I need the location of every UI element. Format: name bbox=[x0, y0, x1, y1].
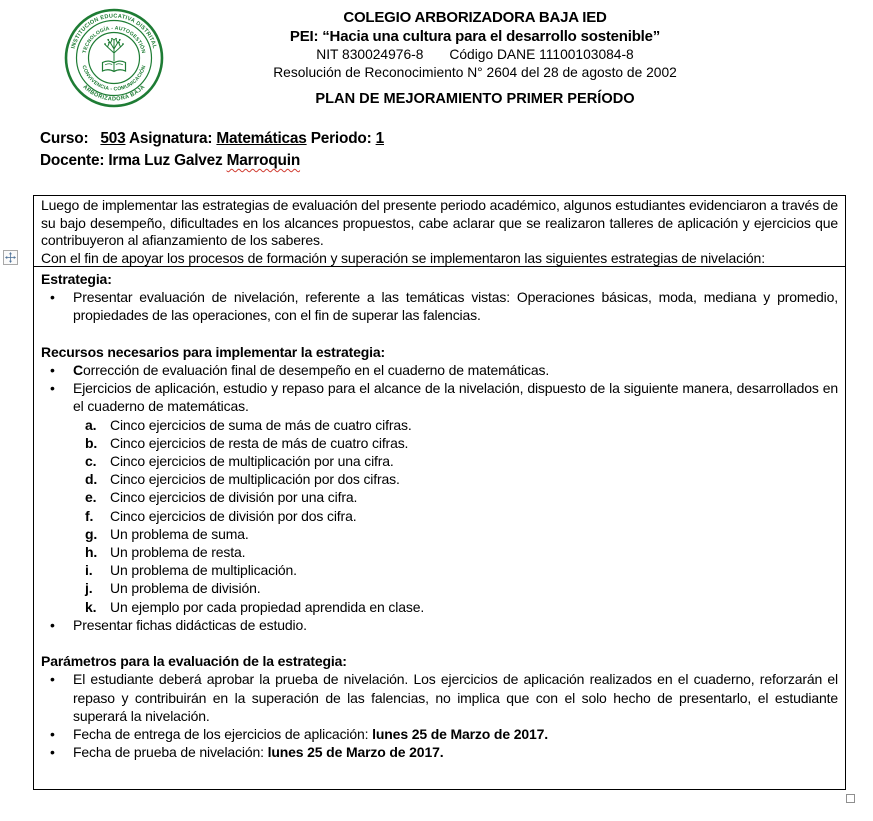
item-letter: a. bbox=[85, 416, 97, 433]
item-letter: f. bbox=[85, 507, 94, 524]
course-line bbox=[40, 128, 384, 150]
item-text: Un problema de multiplicación. bbox=[110, 562, 297, 579]
lettered-item bbox=[41, 525, 838, 543]
lettered-item bbox=[41, 452, 838, 470]
item-text: Cinco ejercicios de multiplicación por una cifra. bbox=[110, 453, 394, 470]
fecha-entrega-value: lunes 25 de Marzo de 2017. bbox=[372, 726, 548, 743]
logo-text-outer-top: INSTITUCION EDUCATIVA DISTRITAL bbox=[70, 13, 158, 50]
resolution-line: Resolución de Reconocimiento N° 2604 del 28 de agosto de 2002 bbox=[273, 65, 677, 80]
parametros-heading: Parámetros para la evaluación de la estrategia: bbox=[41, 653, 347, 670]
teacher-line bbox=[40, 150, 384, 172]
item-letter: c. bbox=[85, 453, 97, 470]
item-letter: k. bbox=[85, 598, 97, 615]
estrategia-heading: Estrategia: bbox=[41, 271, 112, 287]
lettered-item bbox=[41, 488, 838, 506]
fecha-prueba-label: Fecha de prueba de nivelación: bbox=[73, 744, 268, 761]
item-letter: e. bbox=[85, 489, 97, 506]
recursos-heading: Recursos necesarios para implementar la estrategia: bbox=[41, 343, 386, 360]
asignatura-value: Matemáticas bbox=[216, 130, 307, 147]
item-letter: b. bbox=[85, 434, 98, 451]
table-move-handle-icon[interactable] bbox=[3, 250, 18, 265]
fecha-prueba-line bbox=[41, 743, 838, 761]
fecha-prueba-value: lunes 25 de Marzo de 2017. bbox=[267, 744, 444, 761]
item-text: Un problema de división. bbox=[110, 580, 261, 597]
logo-text-outer-bottom: ARBORIZADORA BAJA bbox=[81, 84, 147, 103]
intro-paragraph: Luego de implementar las estrategias de evaluación del presente periodo académico, algunos estudiantes evidenciaron a través de su bajo desempeño, dificultades en los alcances propuestos, cabe aclarar que se realizaron talleres de aplicación y ejercicios que contribuyeron al afianzamiento de los saberes. bbox=[41, 197, 838, 248]
item-letter: j. bbox=[85, 580, 93, 597]
lettered-item bbox=[41, 470, 838, 488]
item-text: Un problema de suma. bbox=[110, 525, 249, 542]
pei-motto: PEI: “Hacia una cultura para el desarrollo sostenible” bbox=[289, 28, 661, 45]
logo-text-inner-bottom: CONVIVENCIA - COMUNICACIÓN bbox=[80, 64, 148, 93]
recursos-bullet-2: • Ejercicios de aplicación, estudio y repaso para el alcance de la nivelación, dispuesto de la siguiente manera, desarrollados en el cuaderno de matemáticas. bbox=[41, 379, 838, 415]
document-header bbox=[178, 8, 772, 107]
spacer bbox=[41, 634, 838, 652]
asignatura-label: Asignatura: bbox=[129, 130, 213, 147]
lettered-item bbox=[41, 598, 838, 616]
lettered-item bbox=[41, 434, 838, 452]
item-letter: h. bbox=[85, 544, 98, 561]
periodo-label: Periodo: bbox=[310, 130, 372, 147]
fecha-entrega-line bbox=[41, 725, 838, 743]
course-info bbox=[40, 128, 384, 172]
lettered-item bbox=[41, 416, 838, 434]
curso-value: 503 bbox=[100, 130, 126, 147]
recursos-bullet-1-text: orrección de evaluación final de desempeño en el cuaderno de matemáticas. bbox=[82, 362, 550, 378]
periodo-value: 1 bbox=[375, 130, 384, 147]
item-text: Cinco ejercicios de división por dos cifra. bbox=[110, 507, 357, 524]
strategy-cell bbox=[34, 267, 845, 789]
curso-label: Curso: bbox=[40, 130, 89, 147]
estrategia-bullet: • Presentar evaluación de nivelación, referente a las temáticas vistas: Operaciones básicas, moda, mediana y promedio, propiedades de las operaciones, con el fin de superar las falencias. bbox=[41, 288, 838, 324]
recursos-bullet-1-initial: C bbox=[73, 362, 83, 378]
item-letter: i. bbox=[85, 562, 93, 579]
item-text: Cinco ejercicios de división por una cifra. bbox=[110, 489, 358, 506]
docente-label: Docente: bbox=[40, 152, 105, 169]
improvement-plan-table bbox=[33, 195, 846, 790]
plan-title: PLAN DE MEJORAMIENTO PRIMER PERÍODO bbox=[315, 91, 635, 107]
intro-cell bbox=[34, 196, 845, 267]
dane-code: Código DANE 11100103084-8 bbox=[449, 47, 634, 62]
recursos-bullet-1 bbox=[41, 361, 838, 379]
item-text: Cinco ejercicios de suma de más de cuatro cifras. bbox=[110, 416, 412, 433]
tree-icon bbox=[105, 40, 123, 62]
lettered-item bbox=[41, 579, 838, 597]
nit-number: NIT 830024976-8 bbox=[316, 47, 424, 62]
item-letter: g. bbox=[85, 525, 98, 542]
item-text: Cinco ejercicios de multiplicación por dos cifras. bbox=[110, 471, 400, 488]
docente-surname: Marroquin bbox=[226, 152, 301, 169]
docente-name: Irma Luz Galvez bbox=[108, 152, 223, 169]
item-text: Un ejemplo por cada propiedad aprendida en clase. bbox=[110, 598, 425, 615]
book-icon bbox=[103, 61, 126, 71]
lettered-item bbox=[41, 507, 838, 525]
table-resize-handle[interactable] bbox=[846, 794, 855, 803]
school-logo bbox=[64, 8, 164, 108]
school-name: COLEGIO ARBORIZADORA BAJA IED bbox=[343, 9, 607, 26]
parametros-bullet-1: • El estudiante deberá aprobar la prueba de nivelación. Los ejercicios de aplicación realizados en el cuaderno, reforzarán el repaso y contribuirán en la superación de las falencias, no implica que con el solo hecho de presentarlo, el estudiante superará la nivelación. bbox=[41, 670, 838, 725]
logo-text-inner-top: TECNOLOGÍA - AUTOGESTIÓN bbox=[81, 25, 147, 54]
lettered-item bbox=[41, 543, 838, 561]
item-text: Cinco ejercicios de resta de más de cuatro cifras. bbox=[110, 434, 409, 451]
spacer bbox=[41, 325, 838, 343]
item-text: Un problema de resta. bbox=[110, 544, 246, 561]
fecha-entrega-label: Fecha de entrega de los ejercicios de aplicación: bbox=[73, 726, 373, 743]
lettered-item bbox=[41, 561, 838, 579]
intro-paragraph-2: Con el fin de apoyar los procesos de formación y superación se implementaron las siguientes estrategias de nivelación: bbox=[41, 249, 765, 266]
item-letter: d. bbox=[85, 471, 98, 488]
recursos-bullet-3: • Presentar fichas didácticas de estudio. bbox=[41, 616, 838, 634]
